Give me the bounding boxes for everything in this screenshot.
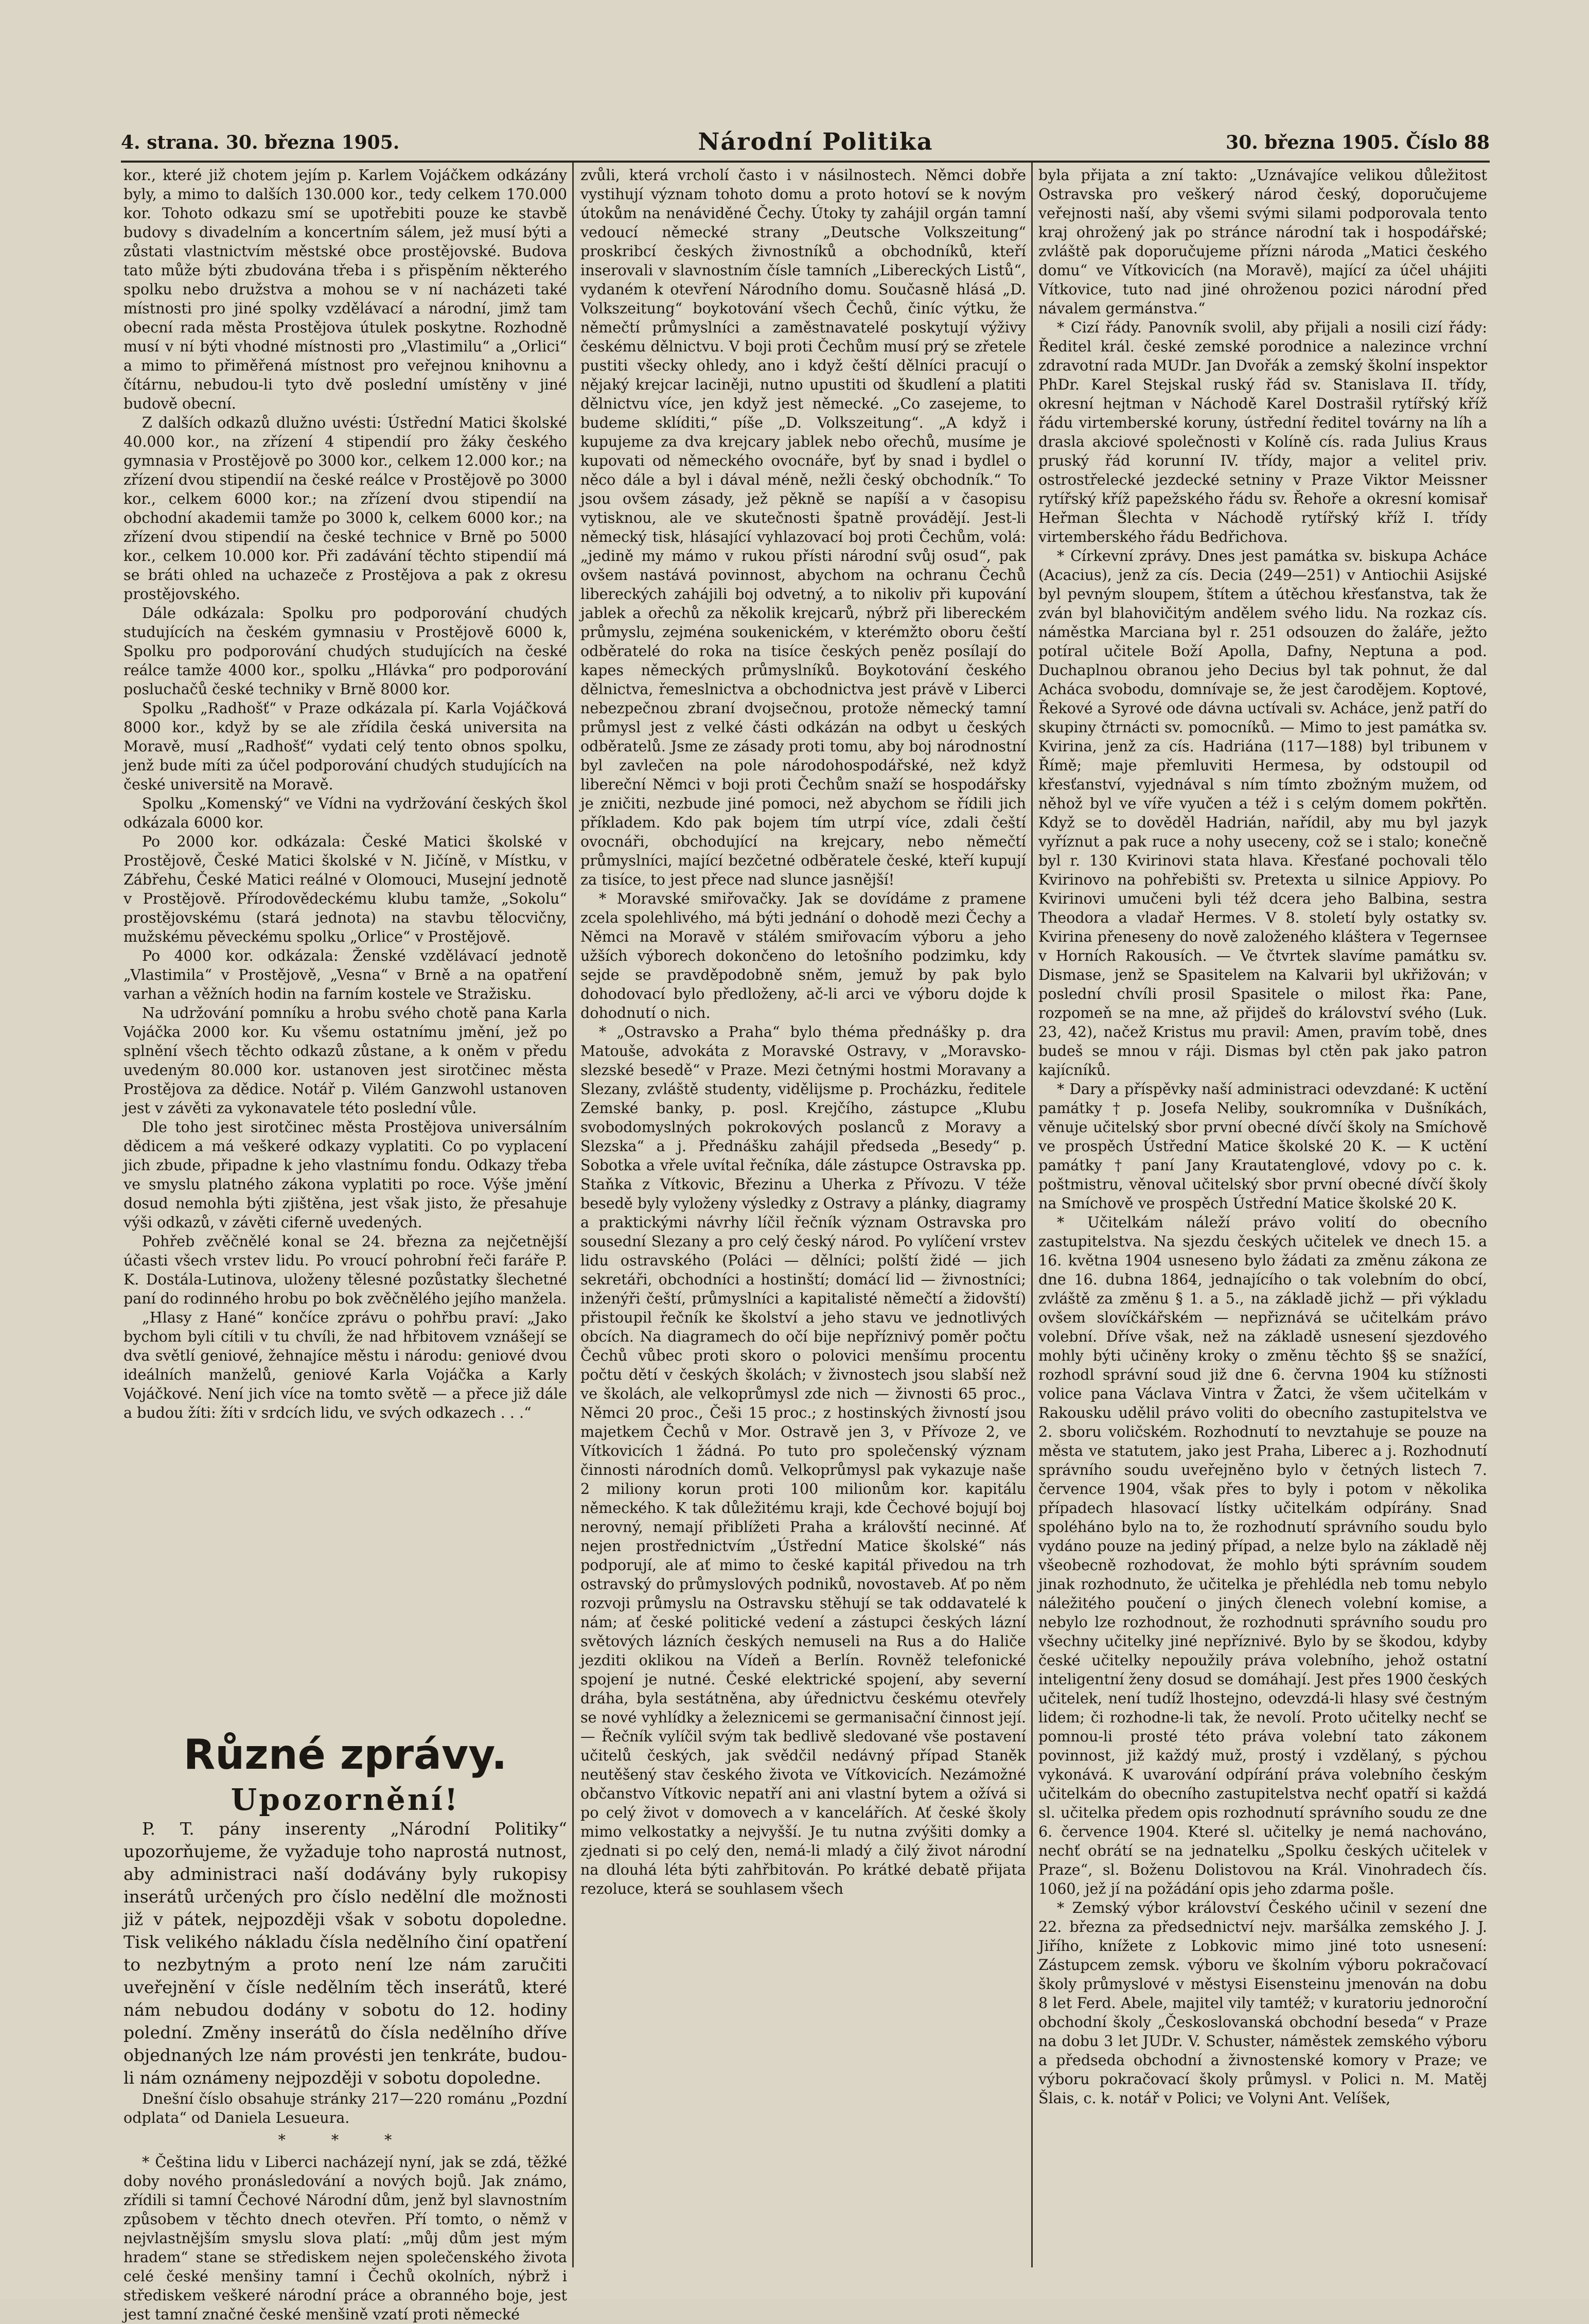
article-paragraph: Z dalších odkazů dlužno uvésti: Ústřední Matici školské 40.000 kor., na zřízení 4 stipendií pro žáky českého gymnasia v Prostějově po 3000 kor., celkem 12.000 kor.; na zřízení dvou stipendií na české reálce v Prostějově po 3000 kor., celkem 6000 kor.; na zřízení dvou stipendií na obchodní akademii tamže po 3000 k, celkem 6000 kor.; na zřízení dvou stipendií na české technice v Brně po 5000 kor., celkem 10.000 kor. Při zadávání těchto stipendií má se bráti ohled na uchazeče z Prostějova a pak z okresu prostějovského. [123, 414, 567, 603]
article-paragraph: * „Ostravsko a Praha“ bylo théma přednášky p. dra Matouše, advokáta z Moravské Ostravy, v „Moravsko-slezské besedě“ v Praze. Mezi četnými hostmi Moravany a Slezany, zvláště studenty, vidělijsme p. Procházku, ředitele Zemské banky, p. posl. Krejčího, zástupce „Klubu svobodomyslných pokrokových poslanců z Moravy a Slezska“ a j. Přednášku zahájil předseda „Besedy“ p. Sobotka a vřele uvítal řečníka, dále zástupce Ostravska pp. Staňka z Vítkovic, Březinu a Uherka z Přívozu. V téže besedě byly vyloženy výsledky z Ostravy a plánky, diagramy a praktickými návrhy líčil řečník význam Ostravska pro sousední Slezany a pro celý český národ. Po vylíčení vrstev lidu ostravského (Poláci — dělníci; polští židé — jich sekretáři, obchodníci a hostinští; domácí lid — živnostníci; inženýři čeští, průmyslníci a kapitalisté němečtí a židovští) přistoupil řečník ke školství a jeho stavu ve jednotlivých obcích. Na diagramech do očí bije nepříznivý poměr počtu Čechů vůbec proti skoro o polovici menšímu procentu počtu dětí v českých školách; v živnostech jsou slabší než ve školách, ale velkoprůmysl zde nich — živnosti 65 proc., Němci 20 proc., Češi 15 proc.; z hostinských živností jsou majetkem Čechů v Mor. Ostravě jen 3, v Přívoze 2, ve Vítkovicích 1 žádná. Po tuto pro společenský význam činnosti národních domů. Velkoprůmysl pak vykazuje naše 2 miliony korun proti 100 milionům kor. kapitálu německého. K tak důležitému kraji, kde Čechové bojují boj nerovný, nemají přiblížeti Praha a královští necinné. Ať nejen prostřednictvím „Ústřední Matice školské“ nás podporují, ale ať mimo to české kapitál přivedou na trh ostravský do průmyslových podniků, novostaveb. Ať po něm rozvoji průmyslu na Ostravsku stěhují se tak oddavatelé k nám; ať české politické vedení a zástupci českých lázní světových lázních českých nemuseli na Rus a do Haliče jezditi oklikou na Vídeň a Berlín. Rovněž telefonické spojení je nutné. České elektrické spojení, aby severní dráha, byla sestátněna, aby úřednictvu českému otevřely se nové vyhlídky a železnicemi se germanisační činnost její. — Řečník vylíčil svým tak bedlivě sledované vše postavení učitelů českých, jak svědčil nedávný případ Staněk neutěšený stav českého života ve Vítkovicích. Nezámožné občanstvo Vítkovic nepatří ani ani vlastní bytem a ožívá si po celý život v domovech a v kancelářích. Ať české školy mimo velkostatky a nejvyšší. Je tu nutna zvýšiti domky a zjednati si po celý den, nemá-li mladý a čilý život národní na dlouhá léta býti zahřbitován. Po krátké debatě přijata rezoluce, která se souhlasem všech [580, 1024, 1026, 1897]
article-paragraph: * Dary a příspěvky naší administraci odevzdané: K uctění památky † p. Josefa Neliby, soukromníka v Dušníkách, věnuje učitelský sbor první obecné dívčí školy na Smíchově ve prospěch Ústřední Matice školské 20 K. — K uctění památky † paní Jany Krautatenglové, vdovy po c. k. poštmistru, věnoval učitelský sbor první obecné dívčí školy na Smíchově ve prospěch Ústřední Matice školské 20 K. [1038, 1081, 1487, 1212]
header-rule [121, 161, 1490, 163]
article-paragraph: * Cizí řády. Panovník svolil, aby přijali a nosili cizí řády: Ředitel král. české zemské porodnice a nalezince vrchní zdravotní rada MUDr. Jan Dvořák a zemský školní inspektor PhDr. Karel Stejskal ruský řád sv. Stanislava II. třídy, okresní hejtman v Náchodě Karel Dostrašil rytířský kříž řádu virtemberské koruny, ústřední ředitel továrny na líh a drasla akciové společnosti v Kolíně cís. rada Julius Kraus pruský řád korunní IV. třídy, major a velitel priv. ostrostřelecké jezdecké setniny v Praze Viktor Meissner rytířský kříž papežského řádu sv. Řehoře a okresní komisař Heřman Šlechta v Náchodě rytířský kříž I. třídy virtemberského řádu Bedřichova. [1038, 319, 1487, 545]
article-paragraph: * Moravské smiřovačky. Jak se dovídáme z pramene zcela spolehlivého, má býti jednání o dohodě mezi Čechy a Němci na Moravě v stálém smiřovacím výboru a jeho užších výborech dokončeno do letošního podzimku, kdy sejde se pravděpodobně sněm, jemuž by pak bylo dohodovací bylo předloženy, ač-li arci ve výboru dojde k dohodnutí o nich. [580, 890, 1026, 1022]
article-paragraph: Pohřeb zvěčnělé konal se 24. března za nejčetnější účasti všech vrstev lidu. Po vroucí pohrobní řeči faráře P. K. Dostála-Lutinova, uloženy tělesné pozůstatky šlechetné paní do rodinného hrobu po bok zvěčnělého jejího manžela. [123, 1233, 567, 1307]
column-1-section [123, 1721, 567, 2323]
header-date-issue: 30. března 1905. Číslo 88 [1226, 132, 1490, 153]
feuilleton-note: Dnešní číslo obsahuje stránky 217—220 románu „Pozdní odplata“ od Daniela Lesueura. [123, 2090, 567, 2126]
section-title: Různé zprávy. [183, 1731, 507, 1779]
article-paragraph: „Hlasy z Hané“ končíce zprávu o pohřbu praví: „Jako bychom byli cítili v tu chvíli, že nad hřbitovem vznášejí se dva světlí geniové, žehnajíce městu i národu: geniové dvou ideálních manželů, geniové Karla Vojáčka a Karly Vojáčkové. Není jich více na tomto světě — a přece již dále a budou žíti: žíti v srdcích lidu, ve svých odkazech . . .“ [123, 1309, 567, 1421]
header-page-date: 4. strana. 30. března 1905. [121, 132, 400, 153]
article-paragraph: Na udržování pomníku a hrobu svého chotě pana Karla Vojáčka 2000 kor. Ku všemu ostatnímu jmění, jež po splnění všech těchto odkazů zůstane, a k oněm v předu uvedeným 80.000 kor. ustanoven jest sirotčinec města Prostějova za dědice. Notář p. Vilém Ganzwohl ustanoven jest v závěti za vykonavatele této poslední vůle. [123, 1005, 567, 1117]
article-paragraph: Po 2000 kor. odkázala: České Matici školské v Prostějově, České Matici školské v N. Jičíně, v Místku, v Zábřehu, České Matici reálné v Olomouci, Musejní jednotě v Prostějově. Přírodovědeckému klubu tamže, „Sokolu“ prostějovskému (stará jednota) na stavbu tělocvičny, mužskému pěveckému spolku „Orlice“ v Prostějově. [123, 833, 567, 945]
article-paragraph: * Čeština lidu v Liberci nacházejí nyní, jak se zdá, těžké doby nového pronásledování a nových bojů. Jak známo, zřídili si tamní Čechové Národní dům, jenž byl slavnostním způsobem v těchto dnech otevřen. Pří tomto, o němž v nejvlastnějším smyslu slova platí: „můj dům jest mým hradem“ stane se střediskem nejen společenského života celé české menšiny tamní i Čechů okolních, nýbrž i střediskem veškeré národní práce a obranného boje, jest jest tamní značné české menšině vzatí proti německé [123, 2154, 567, 2323]
notice-heading: Upozornění! [231, 1782, 460, 1817]
article-paragraph: Dle toho jest sirotčinec města Prostějova universálním dědicem a má veškeré odkazy vyplatiti. Co po vyplacení jich zbude, připadne k jeho vlastnímu fondu. Odkazy třeba ve smyslu platného zákona vyplatiti po roce. Výše jmění dosud nemohla býti zjištěna, jest však jisto, že přesahuje výši odkazů, v závěti ciferně uvedených. [123, 1119, 567, 1231]
section-stars: * * * [278, 2132, 413, 2149]
article-paragraph: Spolku „Komenský“ ve Vídni na vydržování českých škol odkázala 6000 kor. [123, 795, 567, 831]
column-1 [123, 166, 567, 1720]
article-paragraph: Po 4000 kor. odkázala: Ženské vzdělávací jednotě „Vlastimila“ v Prostějově, „Vesna“ v Brně a na opatření varhan a věžních hodin na farním kostele ve Stražisku. [123, 947, 567, 1002]
notice-text: P. T. pány inserenty „Národní Politiky“ upozorňujeme, že vyžaduje toho naprostá nutnost, aby administraci naší dodávány byly rukopisy inserátů určených pro číslo nedělní dle možnosti již v pátek, nejpozději však v sobotu dopoledne. Tisk velikého nákladu čísla nedělního činí opatření to nezbytným a proto není lze nám zaručiti uveřejnění v čísle nedělním těch inserátů, které nám nebudou dodány v sobotu do 12. hodiny polední. Změny inserátů do čísla nedělního dříve objednaných lze nám provésti jen tenkráte, budou-li nám oznámeny nejpozději v sobotu dopoledne. [123, 1819, 567, 2088]
column-3 [1038, 166, 1487, 2265]
column-divider-2 [1031, 163, 1033, 2267]
article-paragraph: * Církevní zprávy. Dnes jest památka sv. biskupa Acháce (Acacius), jenž za cís. Decia (249—251) v Antiochii Asijské byl pevným sloupem, štítem a útěchou křesťanstva, tak že zván byl blahovičitým andělem svého lidu. Na rozkaz cís. náměstka Marciana byl r. 251 odsouzen do žaláře, ježto potíral učitele Boží Apolla, Dafny, Neptuna a pod. Duchaplnou obranou jeho Decius byl tak pohnut, že dal Acháca svobodu, domnívaje se, že jest čarodějem. Koptové, Řekové a Syrové ode dávna uctívali sv. Acháce, jenž patří do skupiny čtrnácti sv. pomocníků. — Mimo to jest památka sv. Kvirina, jenž za cís. Hadriána (117—188) byl tribunem v Římě; maje přemluviti Hermesa, by odstoupil od křesťanství, vyjednával s ním tímto zbožným mužem, od něhož byl ve víře vyučen a též i s celým domem pokřtěn. Když se to dověděl Hadrián, nařídil, aby mu byl jazyk vyříznut a pak ruce a nohy useceny, což se i stalo; konečně byl r. 130 Kvirinovi stata hlava. Křesťané pochovali tělo Kvirinovo na pohřebišti sv. Pretexta u silnice Appiovy. Po Kvirinovi umučeni byli též dcera jeho Balbina, sestra Theodora a vladař Hermes. V 8. století byly ostatky sv. Kvirina přeneseny do nově založeného kláštera v Tegernsee v Horních Rakousích. — Ve čtvrtek slavíme památku sv. Dismase, jenž se Spasitelem na Kalvarii byl ukřižován; v poslední chvíli prosil Spasitele o milost řka: Pane, rozpomeň se na mne, až přijdeš do království svého (Luk. 23, 42), načež Kristus mu pravil: Amen, pravím tobě, dnes budeš se mnou v ráji. Dismas byl ctěn pak jako patron kajícníků. [1038, 548, 1487, 1079]
column-divider-1 [572, 163, 574, 2267]
article-paragraph: * Zemský výbor království Českého učinil v sezení dne 22. března za předsednictví nejv. maršálka zemského J. J. Jiřího, knížete z Lobkovic mimo jiné toto usnesení: Zástupcem zemsk. výboru ve školním výboru pokračovací školy průmyslové v městysi Eisensteinu jmenován na dobu 8 let Ferd. Abele, majitel vily tamtéž; v kuratoriu jednoroční obchodní školy „Českoslovanská obchodní beseda“ v Praze na dobu 3 let JUDr. V. Schuster, náměstek zemského výboru a předseda obchodní a živnostenské komory v Praze; ve výboru pokračovací školy průmysl. v Polici n. M. Matěj Šlais, c. k. notář v Polici; ve Volyni Ant. Velíšek, [1038, 1899, 1487, 2107]
article-paragraph: byla přijata a zní takto: „Uznávajíce velikou důležitost Ostravska pro veškerý národ český, doporučujeme veřejnosti naší, aby všemi svými silami podporovala tento kraj ohrožený jak po stránce národní tak i hospodářské; zvláště pak doporučujeme přízni národa „Matici českého domu“ ve Vítkovicích (na Moravě), mající za účel uhájiti Vítkovice, tuto nad jiné ohroženou pozici národní před návalem germánstva.“ [1038, 167, 1487, 317]
article-paragraph: Spolku „Radhošť“ v Praze odkázala pí. Karla Vojáčková 8000 kor., když by se ale zřídila česká universita na Moravě, musí „Radhošť“ vydati celý tento obnos spolku, jenž bude míti za účel podporování chudých studujících na české universitě na Moravě. [123, 700, 567, 793]
article-paragraph: Dále odkázala: Spolku pro podporování chudých studujících na českém gymnasiu v Prostějově 6000 k, Spolku pro podporování chudých studujících na české reálce tamže 4000 kor., spolku „Hlávka“ pro podporování posluchačů české techniky v Brně 8000 kor. [123, 605, 567, 698]
article-paragraph: zvůli, která vrcholí často i v násilnostech. Němci dobře vystihují význam tohoto domu a proto hotoví se k novým útokům na nenáviděné Čechy. Útoky ty zahájil orgán tamní vedoucí německé strany „Deutsche Volkszeitung“ proskribcí českých živnostníků a obchodníků, kteří inserovali v slavnostním čísle tamních „Libereckých Listů“, vydaném k otevření Národního domu. Současně hlásá „D. Volkszeitung“ boykotování všech Čechů, činíc výtku, že němečtí průmyslníci a zaměstnavatelé poskytují výživy českému dělnictvu. V boji proti Čechům musí prý se zřetele pustiti všecky ohledy, ano i když čeští dělníci pracují o nějaký krejcar laciněji, nutno upustiti od škudlení a platiti dělnictvu více, jen když jest německé. „Co zasejeme, to budeme sklíditi,“ píše „D. Volkszeitung“. „A když i kupujeme za dva krejcary jablek nebo ořechů, musíme je kupovati od německého ovocnáře, byť by snad i bydlel o něco dále a byl i dával méně, nežli český obchodník.“ To jsou ovšem zásady, jež pěkně se napíší a v časopisu vytisknou, ale ve skutečnosti špatně provádějí. Jest-li německý tisk, hlásající vyhlazovací boj proti Čechům, volá: „jedině my mámo v rukou přísti národní svůj osud“, pak ovšem nastává povinnost, abychom na ochranu Čechů libereckých zahájili boj odvetný, a to nikoliv při kupování jablek a ořechů za několik krejcarů, nýbrž při libereckém průmyslu, zejména soukenickém, v kterémžto oboru čeští odběratelé do roka na tisíce českých peněz posílají do kapes německých průmyslníků. Boykotování českého dělnictva, řemeslnictva a obchodnictva jest právě v Liberci nebezpečnou zbraní dvojsečnou, protože německý tamní průmysl jest z velké části odkázán na odbyt u českých odběratelů. Jsme ze zásady proti tomu, aby boj národnostní byl zavlečen na pole národohospodářské, než když libereční Němci v boji proti Čechům snaží se hospodářsky je zničiti, nezbude jiné pomoci, než abychom se řídili jich příkladem. Kdo pak bojem tím utrpí více, zdali čeští ovocnáři, obchodující na krejcary, nebo němečtí průmyslníci, mající bezčetné odběratele české, kteří kupují za tisíce, to jest přece nad slunce jasnější! [580, 167, 1026, 888]
column-2 [580, 166, 1026, 2265]
page-header [121, 128, 1490, 159]
newspaper-masthead: Národní Politika [698, 128, 933, 155]
article-paragraph: * Učitelkám náleží právo volití do obecního zastupitelstva. Na sjezdu českých učitelek ve dnech 15. a 16. května 1904 usneseno bylo žádati za změnu zákona ze dne 16. dubna 1864, jednajícího o tak volebním do obcí, zvláště za změnu § 1. a 5., na základě jichž — při výkladu ovšem slovíčkářském — nepřiznává se učitelkám právo volební. Dříve však, než na základě usnesení sjezdového mohly býti učiněny kroky o změnu těchto §§ se snažící, rozhodl správní soud již dne 6. června 1904 ku stížnosti volice pana Václava Vintra v Žatci, že všem učitelkám v Rakousku udělil právo voliti do obecního zastupitelstva ve 2. sboru voličském. Rozhodnutí to nevztahuje se pouze na města ve statutem, jako jest Praha, Liberec a j. Rozhodnutí správního soudu uveřejněno bylo v četných listech 7. července 1904, však přes to byly i potom v několika případech hlasovací lístky učitelkám odpírány. Snad spoléháno bylo na to, že rozhodnutí správního soudu bylo vydáno pouze na jediný případ, a nelze bylo na základě něj všeobecně rozhodovat, že mohlo býti správním soudem jinak rozhodnuto, že učitelka je přehlédla neb tomu nebylo náležitého poučení o jiných členech volební komise, a nebylo lze rozhodnout, že rozhodnuti správního soudu pro všechny učitelky jiné nepříznivé. Bylo by se škodou, kdyby české učitelky nepoužily práva volebního, jehož ostatní inteligentní ženy dosud se domáhají. Jest přes 1900 českých učitelek, není tudíž lhostejno, odevzdá-li hlasy své čestným lidem; či rozhodne-li tak, že nevolí. Proto učitelky nechť se pomnou-li prosté této práva volební tato zákonem povinnost, již každý muž, prostý i vzdělaný, s pýchou vykonává. K uvarování odpírání práva volebního českým učitelkám do obecního zastupitelstva nechť opatří si každá sl. učitelka předem opis rozhodnutí správního soudu ze dne 6. července 1904. Které sl. učitelky je nemá nachováno, nechť obrátí se na jednatelku „Spolku českých učitelek v Praze“, sl. Boženu Dolistovou na Král. Vinohradech čís. 1060, jež jí na požádání opis jeho zdarma pošle. [1038, 1214, 1487, 1897]
article-paragraph: kor., které již chotem jejím p. Karlem Vojáčkem odkázány byly, a mimo to dalších 130.000 kor., tedy celkem 170.000 kor. Tohoto odkazu smí se upotřebiti pouze ke stavbě budovy s divadelním a koncertním sálem, jež musí býti a zůstati vlastnictvím městské obce prostějovské. Budova tato může býti zbudována třeba i s přispěním některého spolku nebo družstva a mohou se v ní nacházeti také místnosti pro jiné spolky vzdělávací a národní, jimž tam obecní rada města Prostějova útulek poskytne. Rozhodně musí v ní býti vhodné místnosti pro „Vlastimilu“ a „Orlici“ a mimo to přiměřená místnost pro veřejnou knihovnu a čítárnu, nebudou-li tyto dvě poslední umístěny v jiné budově obecní. [123, 167, 567, 412]
